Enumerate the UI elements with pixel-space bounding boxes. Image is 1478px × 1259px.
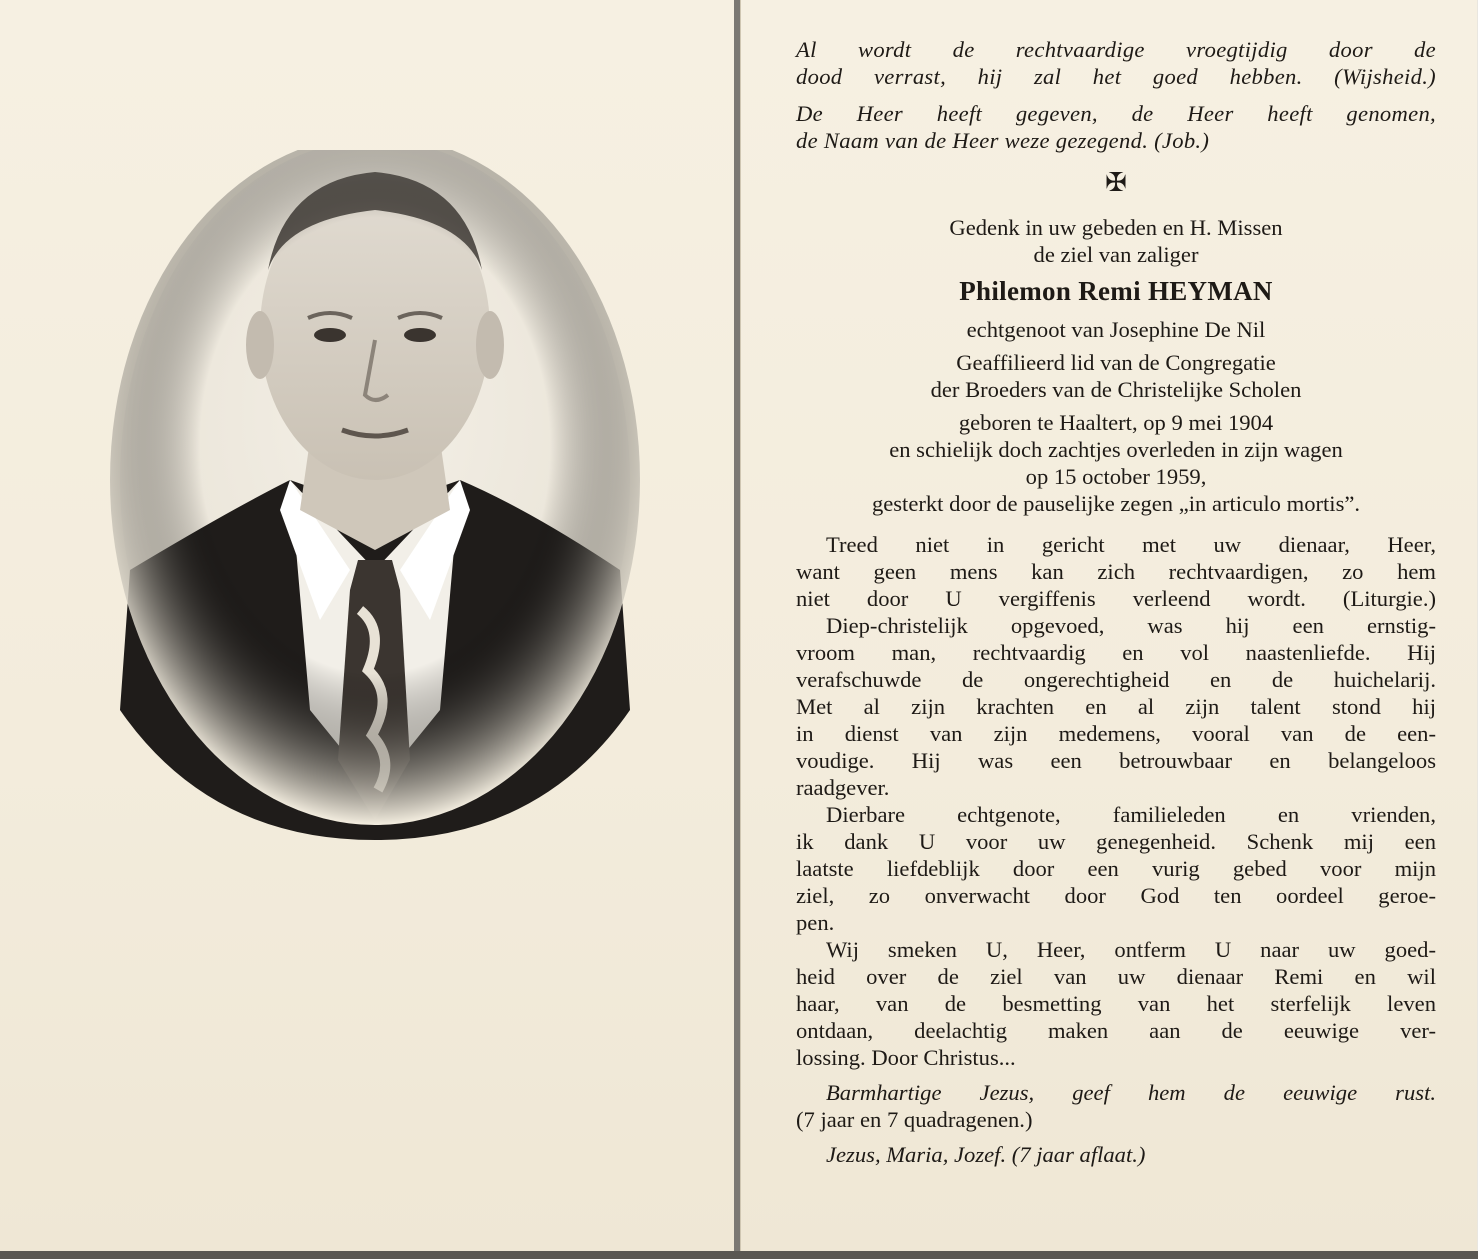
farewell-line: laatste liefdeblijk door een vurig gebed voor mijn [796,856,1436,881]
prayer-line: Wij smeken U, Heer, ontferm U naar uw goed- [826,937,1436,962]
dates-line: geboren te Haaltert, op 9 mei 1904 [958,410,1274,435]
biography-line: Met al zijn krachten en al zijn talent stond hij [796,694,1436,719]
liturgy-line: niet door U vergiffenis verleend wordt. (Liturgie.) [796,586,1436,611]
epigraph-line: dood verrast, hij zal het goed hebben. (Wijsheid.) [796,64,1436,89]
prayer-line: ontdaan, deelachtig maken aan de eeuwige ver- [796,1018,1436,1043]
prayer-line: haar, van de besmetting van het sterfelijk leven [796,991,1436,1016]
biography-line: vroom man, rechtvaardig en vol naastenliefde. Hij [796,640,1436,665]
biography-line: Diep-christelijk opgevoed, was hij een ernstig- [826,613,1436,638]
farewell-line: pen. [796,910,835,935]
cross-icon: ✠ [1105,168,1127,197]
affiliation-line: der Broeders van de Christelijke Scholen [930,377,1302,402]
biography-line: raadgever. [796,775,890,800]
epigraph-line: De Heer heeft gegeven, de Heer heeft genomen, [796,101,1436,126]
dates-line: gesterkt door de pauselijke zegen „in articulo mortis”. [871,491,1361,516]
spouse-line: echtgenoot van Josephine De Nil [966,317,1266,342]
indulgence-line: Barmhartige Jezus, geef hem de eeuwige rust. [826,1080,1436,1105]
dates-line: op 15 october 1959, [1025,464,1207,489]
intro-line: Gedenk in uw gebeden en H. Missen [949,215,1283,240]
memorial-text [796,36,1436,1168]
indulgence-line [796,1141,1436,1168]
card-front [0,0,736,1252]
prayer-line: heid over de ziel van uw dienaar Remi en wil [796,964,1436,989]
biography-line: verafschuwde de ongerechtigheid en de huichelarij. [796,667,1436,692]
intro-line: de ziel van zaliger [1033,242,1199,267]
scan-edge [0,1251,1478,1259]
deceased-name: Philemon Remi HEYMAN [959,276,1273,306]
liturgy-line: Treed niet in gericht met uw dienaar, Heer, [826,532,1436,557]
biography-line: voudige. Hij was een betrouwbaar en belangeloos [796,748,1436,773]
dates-line: en schielijk doch zachtjes overleden in zijn wagen [889,437,1343,462]
farewell-line: ziel, zo onverwacht door God ten oordeel geroe- [796,883,1436,908]
affiliation-line: Geaffilieerd lid van de Congregatie [956,350,1276,375]
liturgy-line: want geen mens kan zich rechtvaardigen, zo hem [796,559,1436,584]
prayer-line: lossing. Door Christus... [796,1045,1016,1070]
portrait-photo [110,150,640,840]
indulgence-text: Jezus, Maria, Jozef. (7 jaar aflaat.) [826,1142,1146,1167]
epigraph-line: de Naam van de Heer weze gezegend. (Job.) [796,128,1210,153]
indulgence-line: (7 jaar en 7 quadragenen.) [796,1107,1033,1132]
epigraph-line: Al wordt de rechtvaardige vroegtijdig door de [796,37,1436,62]
biography-line: in dienst van zijn medemens, vooral van de een- [796,721,1436,746]
farewell-line: Dierbare echtgenote, familieleden en vrienden, [826,802,1436,827]
farewell-line: ik dank U voor uw genegenheid. Schenk mij een [796,829,1436,854]
card-divider [734,0,740,1259]
